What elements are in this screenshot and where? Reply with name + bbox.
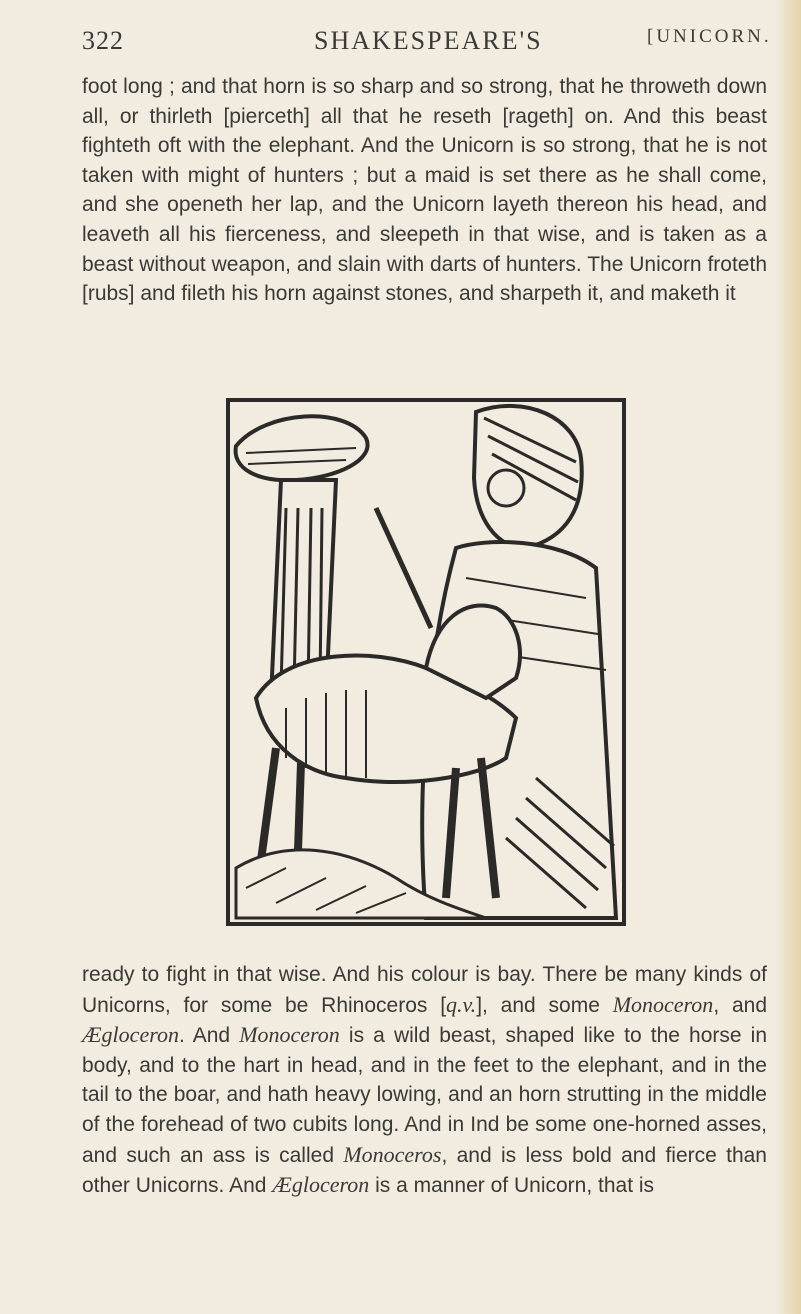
italic-monoceros: Monoceros <box>343 1141 442 1167</box>
running-title: SHAKESPEARE'S <box>314 26 543 55</box>
text-segment: , and is less bold and fierce than other Unicorns. And <box>82 1143 767 1198</box>
page-edge-shadow <box>775 0 801 1314</box>
text-segment: is a manner of Unicorn, that is <box>369 1174 655 1198</box>
section-tag: [UNICORN. <box>647 26 772 47</box>
italic-aegloceron: Ægloceron <box>82 1022 179 1048</box>
text-segment: , and <box>713 993 767 1017</box>
italic-monoceron: Monoceron <box>612 991 714 1017</box>
paragraph-unicorn-kinds <box>82 960 767 1201</box>
body-text-bottom <box>82 960 767 1201</box>
paragraph-unicorn-capture: foot long ; and that horn is so sharp and so strong, that he throweth down all, or thirleth [pierceth] all that he reseth [rageth] on. And this beast fighteth oft with the elephant. And the Unicorn is so strong, that he is not taken with might of hunters ; but a maid is set there as he shall come, and she openeth her lap, and the Unicorn layeth thereon his head, and leaveth all his fierceness, and sleepeth in that wise, and is taken as a beast without weapon, and slain with darts of hunters. The Unicorn froteth [rubs] and fileth his horn against stones, and sharpeth it, and maketh it <box>82 75 767 306</box>
italic-qv: q.v. <box>446 991 477 1017</box>
page-number: 322 <box>82 26 124 55</box>
woodcut-drawing <box>226 398 626 926</box>
text-segment: . And <box>178 1024 240 1048</box>
running-header <box>82 26 772 56</box>
woodcut-illustration <box>226 398 626 926</box>
text-segment: is a wild beast, shaped like to the horse in body, and to the hart in head, and in the feet to the elephant, and in the tail to the boar, and hath heavy lowing, and an horn strutting in the middle of the forehead of two cubits long. And in Ind be some one-horned asses, and such an ass is called <box>82 1024 768 1167</box>
body-text-top <box>82 72 767 309</box>
italic-monoceron: Monoceron <box>239 1022 340 1048</box>
italic-aegloceron: Ægloceron <box>272 1172 370 1198</box>
text-segment: ready to fight in that wise. And his colour is bay. There be many kinds of Unicorns, for some be Rhinoceros [ <box>82 963 767 1017</box>
text-segment: ], and some <box>476 993 613 1017</box>
